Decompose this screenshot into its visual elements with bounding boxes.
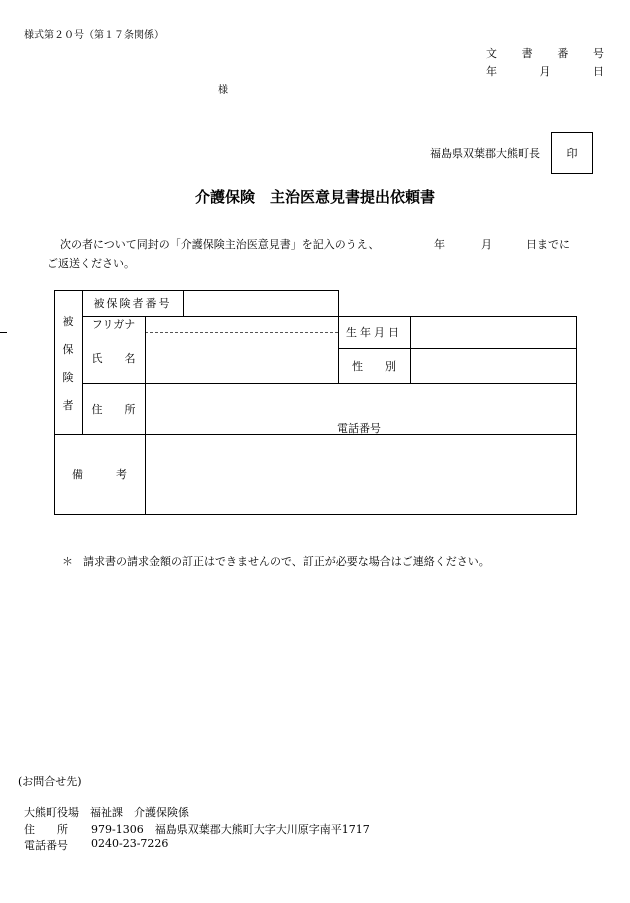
note-text: 請求書の請求金額の訂正はできませんので、訂正が必要な場合はご連絡ください。 xyxy=(83,555,490,568)
contact-address-label: 住 所 xyxy=(24,823,68,836)
request-month: 月 xyxy=(481,238,492,251)
date-year-char: 年 xyxy=(486,65,497,78)
insured-number-label: 被保険者番号 xyxy=(93,297,172,310)
remarks-label: 備 考 xyxy=(72,468,127,481)
phone-label: 電話番号 xyxy=(337,422,381,435)
contact-phone: 0240-23-7226 xyxy=(91,837,169,850)
table-rule xyxy=(576,316,577,515)
request-text-line1: 次の者について同封の「介護保険主治医意見書」を記入のうえ、 xyxy=(60,238,380,251)
sex-field[interactable] xyxy=(410,348,576,383)
seal-label: 印 xyxy=(566,147,578,160)
remarks-field[interactable] xyxy=(145,434,576,514)
insured-char: 険 xyxy=(62,370,74,384)
birthdate-field[interactable] xyxy=(410,316,576,348)
seal-box xyxy=(551,132,593,174)
request-text-line2: ご返送ください。 xyxy=(47,257,135,270)
document-number-label xyxy=(486,45,604,63)
doc-number-char: 番 xyxy=(557,47,569,60)
doc-number-char: 書 xyxy=(521,47,533,60)
addressee-suffix: 様 xyxy=(218,85,228,96)
name-label: 氏 名 xyxy=(91,351,136,365)
contact-address: 979-1306 福島県双葉郡大熊町大字大川原字南平1717 xyxy=(91,823,370,836)
document-number-date-block xyxy=(486,45,604,81)
contact-phone-label: 電話番号 xyxy=(24,839,68,852)
insured-person-header xyxy=(54,290,82,435)
insured-char: 被 xyxy=(62,314,74,328)
sex-label: 性 別 xyxy=(352,359,396,373)
contact-office: 大熊町役場 福祉課 介護保険係 xyxy=(24,806,189,819)
insured-char: 者 xyxy=(62,398,74,412)
table-rule xyxy=(54,514,577,515)
date-day-char: 日 xyxy=(593,65,604,78)
issuer-name: 福島県双葉郡大熊町長 xyxy=(430,147,540,160)
date-month-char: 月 xyxy=(539,65,551,78)
request-year: 年 xyxy=(434,238,445,251)
insured-char: 保 xyxy=(62,342,74,356)
request-day: 日までに xyxy=(526,238,570,251)
doc-number-char: 文 xyxy=(486,47,497,60)
form-number: 様式第２０号（第１７条関係） xyxy=(24,30,164,41)
address-label: 住 所 xyxy=(91,402,136,416)
doc-number-char: 号 xyxy=(592,47,604,60)
document-title: 介護保険 主治医意見書提出依頼書 xyxy=(194,188,435,206)
margin-tick-mark xyxy=(0,332,7,333)
furigana-field[interactable] xyxy=(145,316,338,332)
furigana-label: フリガナ xyxy=(91,318,136,331)
note-marker: ＊ xyxy=(62,555,73,568)
birthdate-label: 生年月日 xyxy=(346,326,402,339)
insured-number-field[interactable] xyxy=(183,290,338,316)
name-field[interactable] xyxy=(145,332,338,383)
contact-heading: (お問合せ先) xyxy=(18,775,82,788)
date-label xyxy=(486,63,604,81)
